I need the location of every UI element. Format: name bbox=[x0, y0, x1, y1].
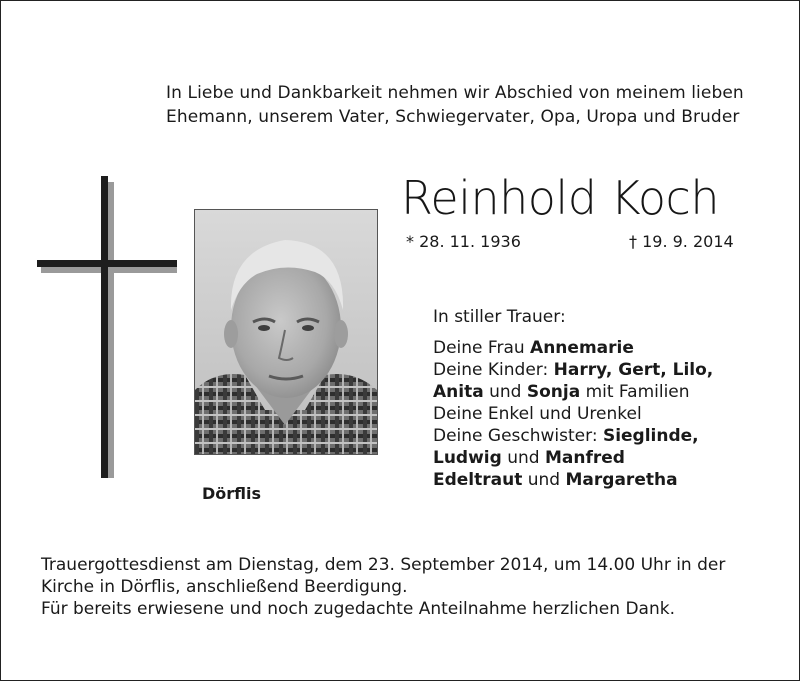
intro-text bbox=[166, 81, 786, 129]
cross-icon bbox=[37, 176, 182, 481]
mourner-line-grandchildren: Deine Enkel und Urenkel bbox=[433, 404, 642, 424]
thanks-line: Für bereits erwiesene und noch zugedachte Anteilnahme herzlichen Dank. bbox=[41, 599, 675, 619]
portrait-image bbox=[195, 210, 377, 454]
service-line-2: Kirche in Dörflis, anschließend Beerdigung. bbox=[41, 577, 408, 597]
intro-line-1: In Liebe und Dankbarkeit nehmen wir Abschied von meinem lieben bbox=[166, 83, 744, 103]
service-info bbox=[41, 554, 781, 620]
deceased-name: Reinhold Koch bbox=[401, 171, 719, 225]
birth-date: * 28. 11. 1936 bbox=[406, 232, 521, 251]
mourner-line-siblings-2: Ludwig und Manfred bbox=[433, 448, 625, 468]
place-label: Dörflis bbox=[202, 484, 262, 503]
portrait-photo bbox=[194, 209, 378, 455]
mourner-line-siblings: Deine Geschwister: Sieglinde, bbox=[433, 426, 699, 446]
mourner-line-siblings-3: Edeltraut und Margaretha bbox=[433, 470, 678, 490]
service-line-1: Trauergottesdienst am Dienstag, dem 23. September 2014, um 14.00 Uhr in der bbox=[41, 555, 726, 575]
mourner-line-children: Deine Kinder: Harry, Gert, Lilo, bbox=[433, 360, 714, 380]
death-date: † 19. 9. 2014 bbox=[629, 232, 734, 251]
mourner-line-wife: Deine Frau Annemarie bbox=[433, 338, 634, 358]
intro-line-2: Ehemann, unserem Vater, Schwiegervater, Opa, Uropa und Bruder bbox=[166, 107, 740, 127]
mourner-line-children-2: Anita und Sonja mit Familien bbox=[433, 382, 690, 402]
mourners-heading: In stiller Trauer: bbox=[433, 307, 566, 327]
mourners-list bbox=[433, 306, 773, 491]
